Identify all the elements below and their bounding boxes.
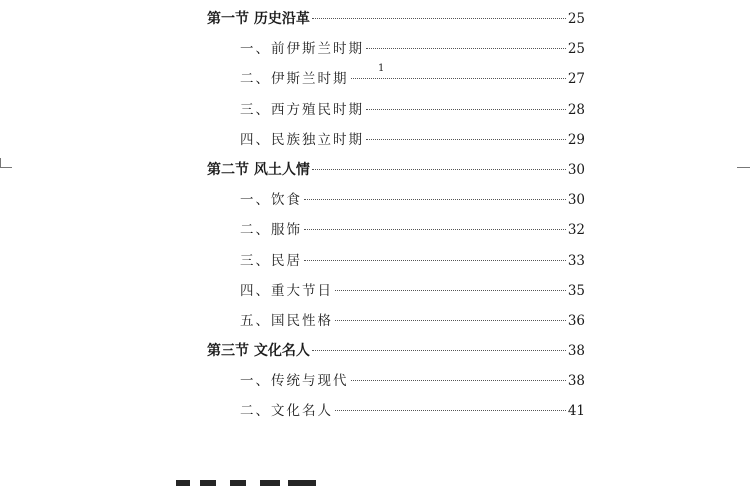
footnote-marker: 1 <box>378 63 385 74</box>
toc-entry-title: 一、饮食 <box>240 192 302 209</box>
toc-entry-title: 一、前伊斯兰时期 <box>240 41 364 58</box>
toc-page-number: 35 <box>567 282 585 299</box>
toc-page-number: 28 <box>567 101 585 118</box>
toc-page-number: 30 <box>567 161 585 178</box>
toc-section-entry[interactable] <box>207 4 585 34</box>
toc-page-number: 27 <box>567 71 585 88</box>
toc-page-number: 29 <box>567 131 585 148</box>
dot-leader <box>304 199 566 200</box>
dot-leader <box>335 320 566 321</box>
toc-page-number: 36 <box>567 312 585 329</box>
dot-leader <box>366 109 566 110</box>
dot-leader <box>335 290 566 291</box>
cropped-heading-fragment <box>176 480 316 486</box>
toc-item-entry[interactable] <box>207 396 585 426</box>
toc-page-number: 33 <box>567 252 585 269</box>
toc-entry-title: 一、传统与现代 <box>240 373 349 390</box>
toc-item-entry[interactable] <box>207 276 585 306</box>
dot-leader <box>304 229 566 230</box>
toc-item-entry[interactable] <box>207 215 585 245</box>
toc-item-entry[interactable] <box>207 185 585 215</box>
dot-leader <box>351 78 566 79</box>
toc-page-number: 41 <box>567 403 585 420</box>
toc-item-entry[interactable] <box>207 95 585 125</box>
crop-mark-left <box>0 158 12 168</box>
crop-mark-right <box>737 167 750 168</box>
toc-page-number: 38 <box>567 373 585 390</box>
dot-leader <box>312 169 566 170</box>
toc-page-number: 30 <box>567 192 585 209</box>
toc-page-number: 25 <box>567 41 585 58</box>
toc-entry-title: 第二节 风土人情 <box>207 161 310 178</box>
toc-entry-title: 二、服饰 <box>240 222 302 239</box>
toc-entry-title: 第一节 历史沿革 <box>207 11 310 27</box>
dot-leader <box>366 139 566 140</box>
toc-entry-title: 第三节 文化名人 <box>207 343 310 360</box>
toc-item-entry[interactable] <box>207 366 585 396</box>
dot-leader <box>366 48 566 49</box>
toc-page-number: 38 <box>567 343 585 360</box>
dot-leader <box>304 260 566 261</box>
toc-page-number: 25 <box>567 11 585 27</box>
toc-section-entry[interactable] <box>207 155 585 185</box>
toc-page-number: 32 <box>567 222 585 239</box>
toc-entry-title: 五、国民性格 <box>240 312 333 329</box>
toc-entry-title: 三、民居 <box>240 252 302 269</box>
dot-leader <box>351 380 566 381</box>
toc-item-entry[interactable] <box>207 306 585 336</box>
toc-entry-title: 四、重大节日 <box>240 282 333 299</box>
toc-entry-title: 二、伊斯兰时期 <box>240 71 349 88</box>
toc-entry-title: 三、西方殖民时期 <box>240 101 364 118</box>
dot-leader <box>312 350 566 351</box>
toc-item-entry[interactable] <box>207 64 585 94</box>
toc-item-entry[interactable] <box>207 125 585 155</box>
toc-item-entry[interactable] <box>207 34 585 64</box>
dot-leader <box>312 18 566 19</box>
dot-leader <box>335 410 566 411</box>
table-of-contents <box>207 4 585 427</box>
toc-section-entry[interactable] <box>207 336 585 366</box>
toc-item-entry[interactable] <box>207 246 585 276</box>
toc-entry-title: 四、民族独立时期 <box>240 131 364 148</box>
toc-entry-title: 二、文化名人 <box>240 403 333 420</box>
